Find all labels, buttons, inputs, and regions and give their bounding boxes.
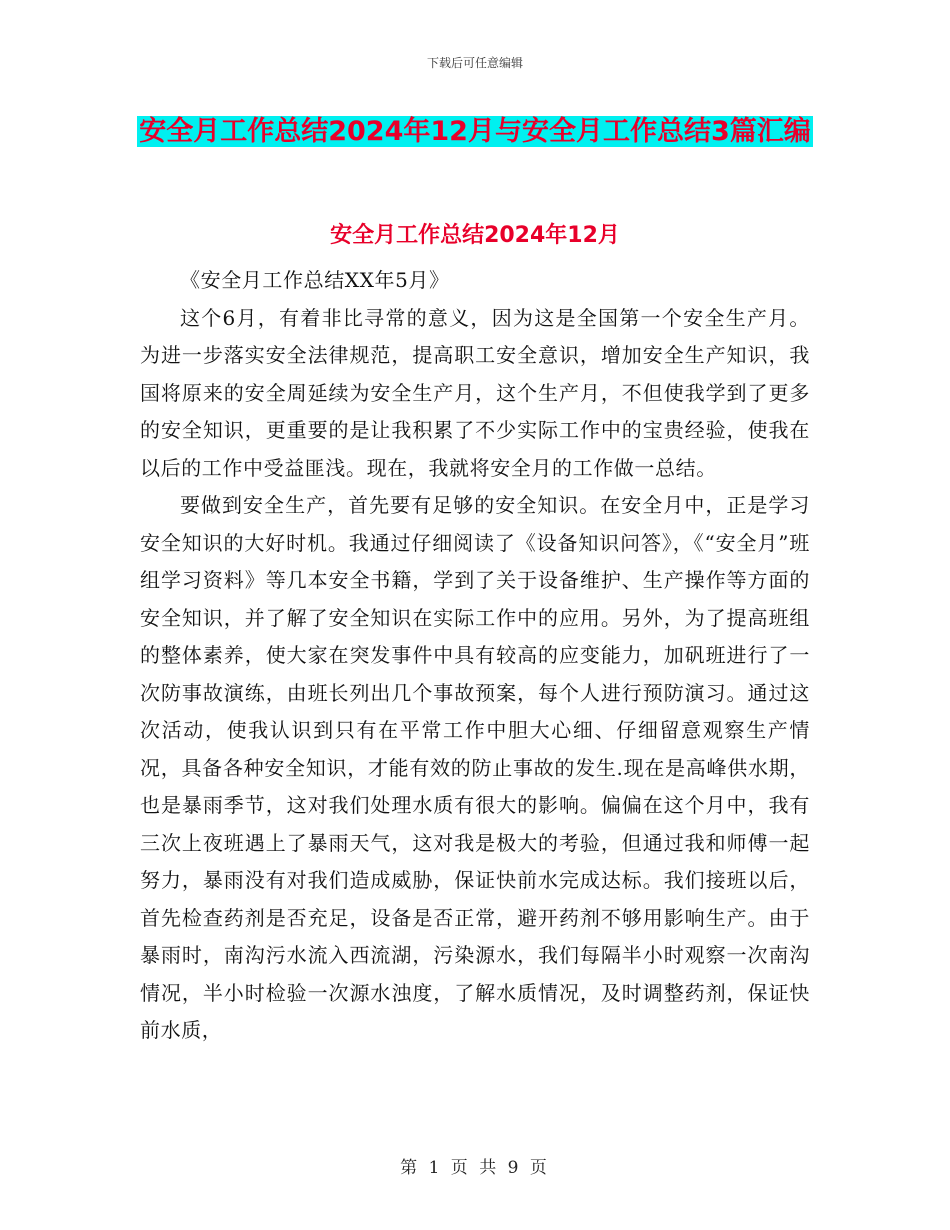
section-title: 安全月工作总结2024年12月	[330, 223, 620, 248]
paragraph: 这个6月，有着非比寻常的意义，因为这是全国第一个安全生产月。为进一步落实安全法律规范，提高职工安全意识，增加安全生产知识，我国将原来的安全周延续为安全生产月，这个生产月，不但使我学到了更多的安全知识，更重要的是让我积累了不少实际工作中的宝贵经验，使我在以后的工作中受益匪浅。现在，我就将安全月的工作做一总结。	[140, 305, 810, 480]
paragraph-source-title: 《安全月工作总结XX年5月》	[180, 268, 450, 292]
document-title-text: 安全月工作总结2024年12月与安全月工作总结3篇汇编	[139, 116, 811, 147]
paragraph: 要做到安全生产，首先要有足够的安全知识。在安全月中，正是学习安全知识的大好时机。我通过仔细阅读了《设备知识问答》，《“安全月”班组学习资料》等几本安全书籍，学到了关于设备维护、生产操作等方面的安全知识，并了解了安全知识在实际工作中的应用。另外，为了提高班组的整体素养，使大家在突发事件中具有较高的应变能力，加矾班进行了一次防事故演练，由班长列出几个事故预案，每个人进行预防演习。通过这次活动，使我认识到只有在平常工作中胆大心细、仔细留意观察生产情况，具备各种安全知识，才能有效的防止事故的发生.现在是高峰供水期，也是暴雨季节，这对我们处理水质有很大的影响。偏偏在这个月中，我有三次上夜班遇上了暴雨天气，这对我是极大的考验，但通过我和师傅一起努力，暴雨没有对我们造成威胁，保证快前水完成达标。我们接班以后，首先检查药剂是否充足，设备是否正常，避开药剂不够用影响生产。由于暴雨时，南沟污水流入西流湖，污染源水，我们每隔半小时观察一次南沟情况，半小时检验一次源水浊度，了解水质情况，及时调整药剂，保证快前水质，	[140, 493, 810, 1042]
page-number: 第 1 页 共 9 页	[400, 1158, 550, 1178]
page-header-note: 下载后可任意编辑	[426, 56, 523, 70]
document-title	[120, 108, 830, 156]
document-body	[140, 262, 810, 1050]
